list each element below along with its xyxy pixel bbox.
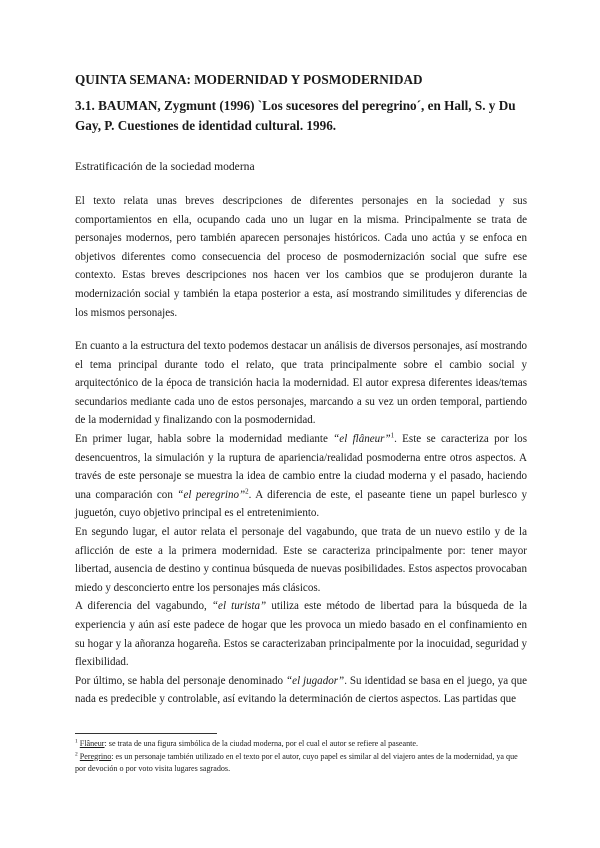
footnote-text: : es un personaje también utilizado en el texto por el autor, cuyo papel es similar al del viajero antes de la modernidad, ya que por devoción o por voto visita lugares sagrados. [75, 751, 518, 774]
paragraph-flaneur [75, 430, 527, 523]
footnote-ref-2[interactable]: 2 [245, 487, 249, 496]
text-run: A diferencia del vagabundo, [75, 600, 212, 613]
footnote-number: 1 [75, 738, 78, 745]
text-run: . Este se caracteriza por los desencuentros, la simulación y la ruptura de apariencia/realidad posmoderna entre otros aspectos. A través de este personaje se muestra la idea de cambio entre la ciudad moderna y el pasado, haciendo una comparación con [75, 432, 528, 501]
footnote-ref-1[interactable]: 1 [390, 431, 395, 440]
paragraph-turista [75, 597, 527, 671]
reading-citation-title: 3.1. BAUMAN, Zygmunt (1996) `Los sucesores del peregrino´, en Hall, S. y Du Gay, P. Cuestiones de identidad cultural. 1996. [75, 98, 516, 133]
footnote-divider [75, 733, 217, 734]
term-turista: “el turista” [211, 600, 267, 613]
paragraph-structure: En cuanto a la estructura del texto podemos destacar un análisis de diversos personajes, así mostrando el tema principal durante todo el relato, que trata principalmente sobre el cambio social y arquitectónico de la época de transición hacia la modernidad. El autor expresa diferentes ideas/temas secundarios mediante cada uno de estos personajes, marcando a su vez un orden temporal, partiendo de la modernidad y finalizando con la posmodernidad. [75, 340, 527, 427]
text-run: utiliza este método de libertad para la búsqueda de la experiencia y aún así este padece de hogar que les provoca un miedo basado en el confinamiento en su hogar y la añoranza hogareña. Estos se caracterizaban principalmente por la inocuidad, seguridad y flexibilidad. [75, 600, 527, 669]
text-run: . Su identidad se basa en el juego, ya que nada es predecible y controlable, así evitando la determinación de ciertos aspectos. Las partidas que [75, 674, 528, 706]
footnotes [75, 738, 527, 776]
footnote-text: : se trata de una figura simbólica de la ciudad moderna, por el cual el autor se refiere al paseante. [104, 739, 419, 748]
paragraph-vagabundo: En segundo lugar, el autor relata el personaje del vagabundo, que trata de un nuevo estilo y de la aflicción de este a la primera modernidad. Este se caracteriza principalmente por: tener mayor libertad, ausencia de destino y continua búsqueda de nuevas posibilidades. Estos aspectos provocaban miedo y desconcierto entre los personajes más clásicos. [75, 525, 527, 594]
subtitle: Estratificación de la sociedad moderna [75, 160, 255, 173]
footnote-number: 2 [75, 750, 78, 757]
body-text-block-2 [75, 337, 527, 709]
paragraph-jugador [75, 672, 527, 709]
text-run: En primer lugar, habla sobre la modernidad mediante [75, 432, 334, 445]
footnote-1 [75, 738, 527, 751]
text-run: Por último, se habla del personaje denominado [75, 674, 287, 687]
footnote-term: Flâneur [79, 739, 105, 748]
term-peregrino: “el peregrino” [177, 488, 246, 501]
term-flaneur: “el flâneur” [333, 432, 391, 445]
term-jugador: “el jugador” [286, 674, 345, 687]
footnote-2 [75, 751, 527, 776]
body-text-block-1 [75, 192, 527, 322]
paragraph-intro: El texto relata unas breves descripciones de diferentes personajes en la sociedad y sus comportamientos en ella, ocupando cada uno un lugar en la misma. Principalmente se trata de personajes modernos, pero también aparecen personajes históricos. Cada uno actúa y se enfoca en objetivos diferentes como consecuencia del proceso de posmodernización social que sufre ese contexto. Estas breves descripciones nos hacen ver los cambios que se produjeron durante la modernización social y también la etapa posterior a esta, así mostrando similitudes y diferencias de los mismos personajes. [75, 195, 527, 319]
footnote-term: Peregrino [79, 751, 112, 761]
text-run: . A diferencia de este, el paseante tiene un papel burlesco y juguetón, cuyo objetivo principal es el entretenimiento. [75, 488, 528, 520]
section-title: QUINTA SEMANA: MODERNIDAD Y POSMODERNIDAD [75, 72, 423, 87]
